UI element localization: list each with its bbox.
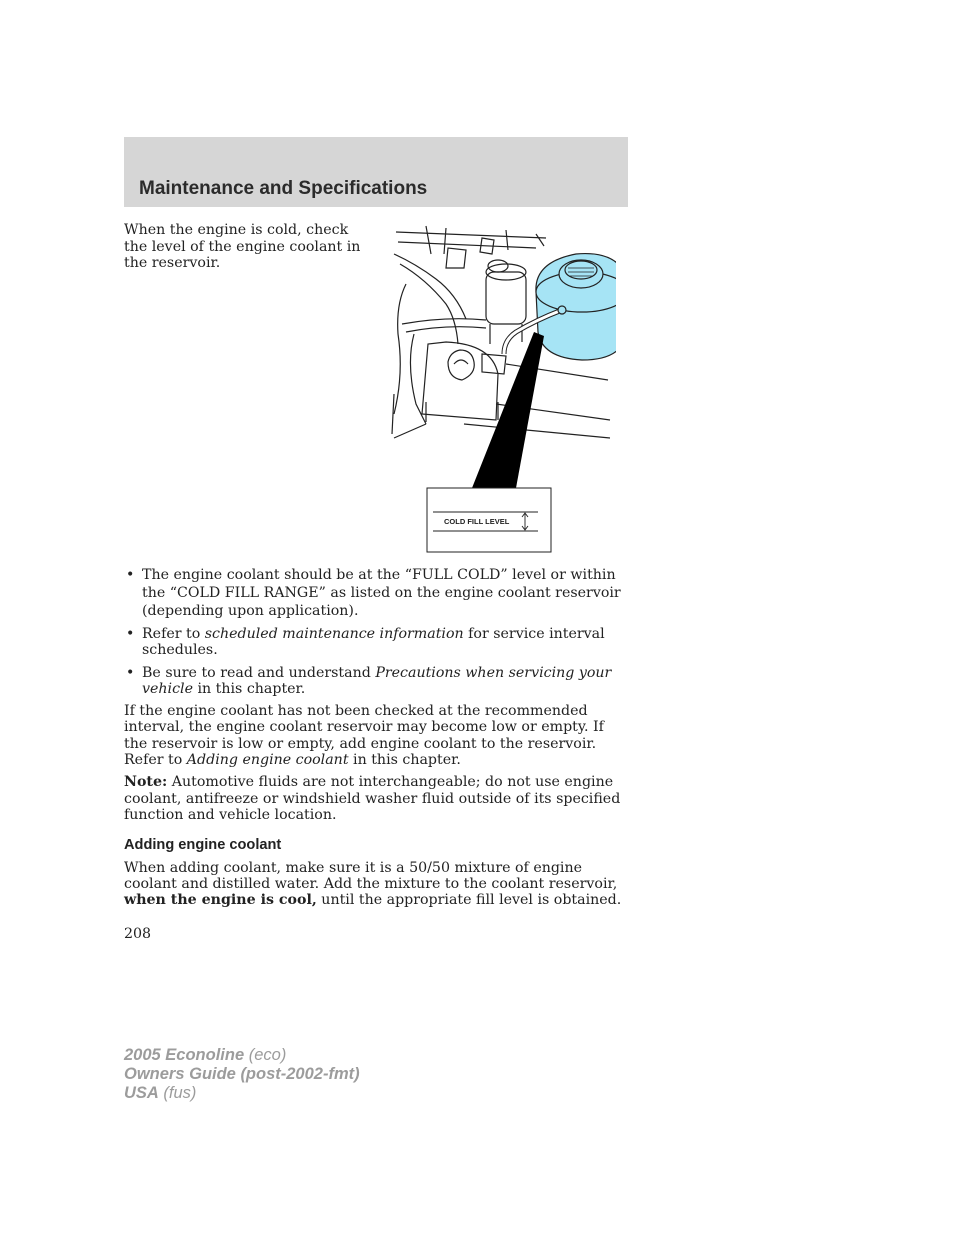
list-item: • Be sure to read and understand Precautions when servicing your vehicle in this chapter. bbox=[126, 664, 612, 697]
paragraph: When adding coolant, make sure it is a 50/50 mixture of engine coolant and distilled water. Add the mixture to the coolant reservoir, when the engine is cool, until the appropriate fill level is obtained. bbox=[124, 859, 622, 909]
cold-fill-level-label: COLD FILL LEVEL bbox=[444, 517, 510, 526]
list-item: • The engine coolant should be at the “FULL COLD” level or within the “COLD FILL RANGE” as listed on the engine coolant reservoir (depending upon application). bbox=[126, 567, 621, 619]
cross-reference: Adding engine coolant bbox=[186, 752, 349, 769]
intro-paragraph: When the engine is cold, check the level of the engine coolant in the reservoir. bbox=[124, 222, 361, 271]
document-footer: 2005 Econoline (eco) Owners Guide (post-2002-fmt) USA (fus) bbox=[124, 1046, 360, 1102]
page-number: 208 bbox=[124, 926, 152, 943]
note-paragraph: Note: Automotive fluids are not interchangeable; do not use engine coolant, antifreeze or windshield washer fluid outside of its specified function and vehicle location. bbox=[124, 774, 621, 823]
note-label: Note: bbox=[124, 774, 168, 791]
body-text bbox=[124, 566, 630, 943]
section-title: Maintenance and Specifications bbox=[139, 178, 428, 199]
paragraph: If the engine coolant has not been checked at the recommended interval, the engine coolant reservoir may become low or empty. If the reservoir is low or empty, add engine coolant to the reservoir. Refer to Adding engine coolant in this chapter. bbox=[124, 703, 604, 769]
subheading: Adding engine coolant bbox=[124, 837, 282, 854]
coolant-reservoir-illustration bbox=[386, 224, 616, 556]
bullet-list bbox=[124, 566, 630, 697]
list-item: • Refer to scheduled maintenance information for service interval schedules. bbox=[126, 626, 605, 659]
cross-reference: Precautions when servicing your vehicle bbox=[142, 664, 612, 697]
cross-reference: scheduled maintenance information bbox=[204, 626, 464, 642]
